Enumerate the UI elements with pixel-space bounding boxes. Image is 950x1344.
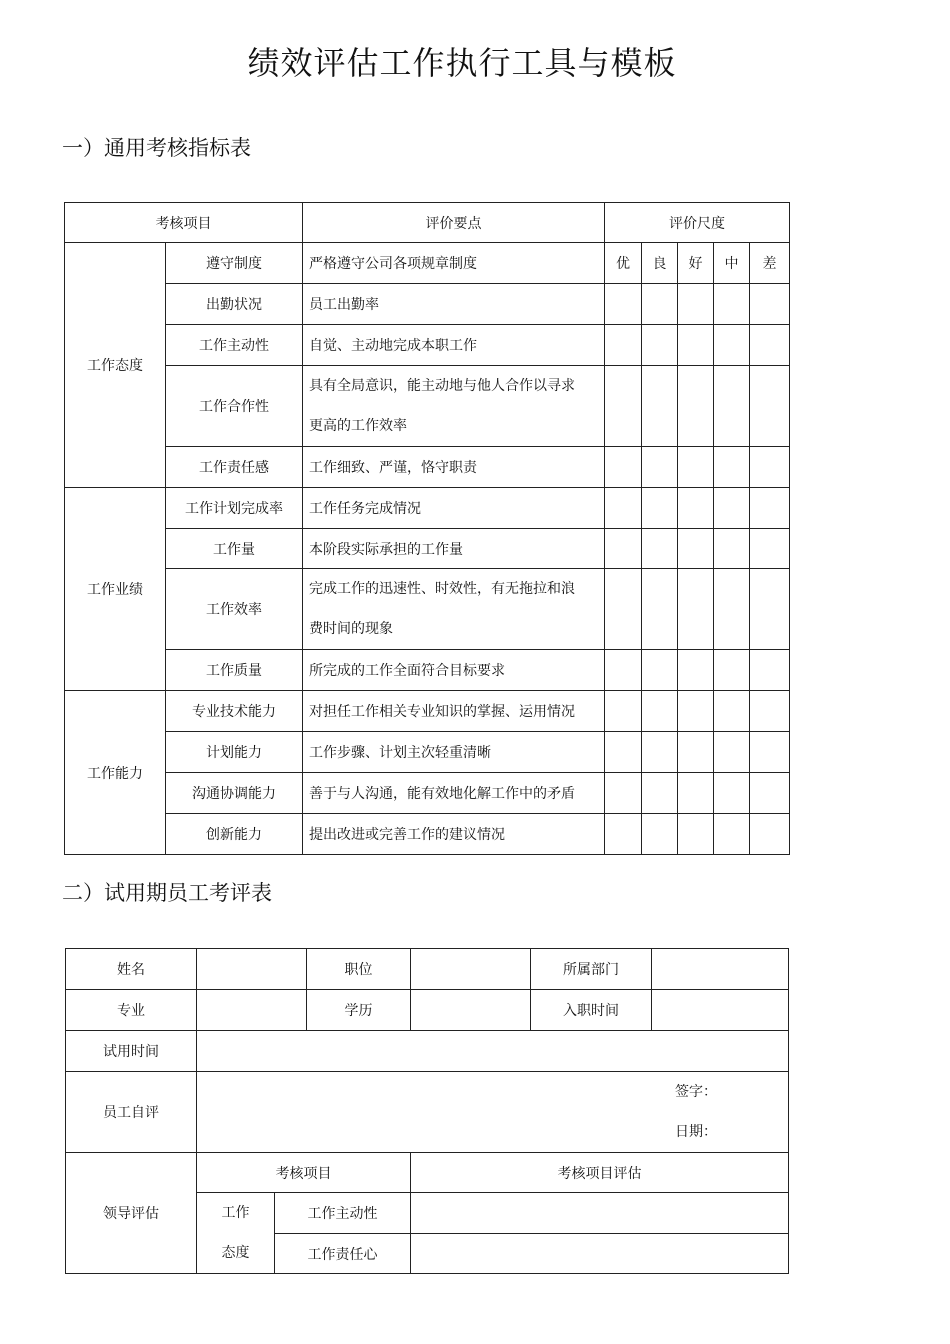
signature-label: 签字： [675,1084,717,1100]
rating-cell[interactable] [642,773,678,814]
rating-cell[interactable] [750,529,790,569]
rating-cell[interactable] [678,366,714,447]
rating-cell[interactable] [642,691,678,732]
rating-cell[interactable] [750,814,790,855]
rating-cell[interactable] [605,447,642,488]
scale-level: 中 [714,243,750,284]
table-row [65,569,790,650]
row-point: 工作步骤、计划主次轻重清晰 [303,732,605,773]
rating-cell[interactable] [714,529,750,569]
row-point: 工作任务完成情况 [303,488,605,529]
label-responsibility: 工作责任心 [275,1234,411,1274]
rating-cell[interactable] [642,488,678,529]
row-point: 工作细致、严谨，恪守职责 [303,447,605,488]
label-probation: 试用时间 [66,1031,197,1072]
table-row [65,488,790,529]
table-row [66,990,789,1031]
label-attitude [197,1193,275,1274]
rating-cell[interactable] [642,650,678,691]
table-row [65,243,790,284]
self-eval-field[interactable] [197,1072,789,1153]
hire-date-field[interactable] [652,990,789,1031]
date-label: 日期： [675,1124,717,1140]
rating-cell[interactable] [678,773,714,814]
probation-evaluation-table [65,948,789,1274]
department-field[interactable] [652,949,789,990]
row-item: 计划能力 [166,732,303,773]
table-row [65,284,790,325]
rating-cell[interactable] [642,284,678,325]
row-item: 工作合作性 [166,366,303,447]
rating-cell[interactable] [678,488,714,529]
row-item: 创新能力 [166,814,303,855]
rating-cell[interactable] [714,284,750,325]
row-point: 严格遵守公司各项规章制度 [303,243,605,284]
label-major: 专业 [66,990,197,1031]
rating-cell[interactable] [642,325,678,366]
rating-cell[interactable] [605,773,642,814]
table-row [66,949,789,990]
rating-cell[interactable] [714,325,750,366]
row-point: 本阶段实际承担的工作量 [303,529,605,569]
row-point-line: 更高的工作效率 [309,418,407,434]
rating-cell[interactable] [750,488,790,529]
row-item: 出勤状况 [166,284,303,325]
rating-cell[interactable] [714,569,750,650]
row-point [303,569,605,650]
label-attitude-line: 工作 [221,1205,250,1221]
rating-cell[interactable] [678,650,714,691]
row-point: 员工出勤率 [303,284,605,325]
header-points: 评价要点 [303,203,605,243]
rating-cell[interactable] [642,529,678,569]
scale-level: 优 [605,243,642,284]
rating-cell[interactable] [605,325,642,366]
row-item: 遵守制度 [166,243,303,284]
rating-cell[interactable] [605,569,642,650]
row-item: 工作效率 [166,569,303,650]
name-field[interactable] [197,949,307,990]
responsibility-eval-field[interactable] [411,1234,789,1274]
row-point: 自觉、主动地完成本职工作 [303,325,605,366]
rating-cell[interactable] [750,650,790,691]
general-indicators-table [64,202,790,855]
group-label: 工作能力 [65,691,166,855]
row-item: 工作计划完成率 [166,488,303,529]
rating-cell[interactable] [750,325,790,366]
scale-level: 良 [642,243,678,284]
header-item: 考核项目 [65,203,303,243]
label-hire-date: 入职时间 [531,990,652,1031]
rating-cell[interactable] [750,732,790,773]
rating-cell[interactable] [750,284,790,325]
rating-cell[interactable] [750,447,790,488]
table-row [66,1072,789,1153]
rating-cell[interactable] [605,284,642,325]
table-row [65,366,790,447]
rating-cell[interactable] [678,447,714,488]
rating-cell[interactable] [714,732,750,773]
label-position: 职位 [307,949,411,990]
row-item: 工作责任感 [166,447,303,488]
label-leader-eval: 领导评估 [66,1153,197,1274]
label-education: 学历 [307,990,411,1031]
rating-cell[interactable] [714,366,750,447]
row-point: 善于与人沟通，能有效地化解工作中的矛盾 [303,773,605,814]
rating-cell[interactable] [605,529,642,569]
rating-cell[interactable] [750,569,790,650]
initiative-eval-field[interactable] [411,1193,789,1234]
scale-level: 差 [750,243,790,284]
rating-cell[interactable] [678,814,714,855]
row-item: 专业技术能力 [166,691,303,732]
rating-cell[interactable] [678,529,714,569]
table-row [65,773,790,814]
label-self-eval: 员工自评 [66,1072,197,1153]
rating-cell[interactable] [714,691,750,732]
table-row [65,814,790,855]
rating-cell[interactable] [750,691,790,732]
rating-cell[interactable] [678,691,714,732]
rating-cell[interactable] [642,732,678,773]
group-label: 工作业绩 [65,488,166,691]
rating-cell[interactable] [642,569,678,650]
label-attitude-line: 态度 [221,1245,250,1261]
rating-cell[interactable] [714,814,750,855]
education-field[interactable] [411,990,531,1031]
rating-cell[interactable] [642,366,678,447]
section-heading-probation-evaluation: 二）试用期员工考评表 [62,881,272,905]
row-point-line: 具有全局意识，能主动地与他人合作以寻求 [309,378,575,394]
rating-cell[interactable] [605,732,642,773]
row-point-line: 完成工作的迅速性、时效性，有无拖拉和浪 [309,581,575,597]
rating-cell[interactable] [605,650,642,691]
table-header-row [65,203,790,243]
table-row [65,529,790,569]
table-row [66,1153,789,1193]
row-point: 对担任工作相关专业知识的掌握、运用情况 [303,691,605,732]
table-row [65,650,790,691]
rating-cell[interactable] [678,325,714,366]
row-item: 工作量 [166,529,303,569]
rating-cell[interactable] [678,569,714,650]
label-department: 所属部门 [531,949,652,990]
position-field[interactable] [411,949,531,990]
header-scale: 评价尺度 [605,203,790,243]
row-point [303,366,605,447]
header-eval-result: 考核项目评估 [411,1153,789,1193]
rating-cell[interactable] [642,447,678,488]
rating-cell[interactable] [714,488,750,529]
group-label: 工作态度 [65,243,166,488]
label-name: 姓名 [66,949,197,990]
row-item: 工作质量 [166,650,303,691]
rating-cell[interactable] [605,488,642,529]
row-item: 沟通协调能力 [166,773,303,814]
row-point-line: 费时间的现象 [309,621,393,637]
label-initiative: 工作主动性 [275,1193,411,1234]
rating-cell[interactable] [714,650,750,691]
rating-cell[interactable] [642,814,678,855]
scale-level: 好 [678,243,714,284]
rating-cell[interactable] [678,732,714,773]
row-item: 工作主动性 [166,325,303,366]
rating-cell[interactable] [750,773,790,814]
page-title: 绩效评估工作执行工具与模板 [247,44,677,82]
table-row [66,1031,789,1072]
rating-cell[interactable] [605,691,642,732]
rating-cell[interactable] [750,366,790,447]
rating-cell[interactable] [605,366,642,447]
major-field[interactable] [197,990,307,1031]
rating-cell[interactable] [714,773,750,814]
rating-cell[interactable] [678,284,714,325]
table-row [65,691,790,732]
rating-cell[interactable] [714,447,750,488]
section-heading-general-indicators: 一）通用考核指标表 [62,136,251,160]
table-row [65,732,790,773]
table-row [65,447,790,488]
row-point: 所完成的工作全面符合目标要求 [303,650,605,691]
row-point: 提出改进或完善工作的建议情况 [303,814,605,855]
rating-cell[interactable] [605,814,642,855]
header-eval-item: 考核项目 [197,1153,411,1193]
table-row [65,325,790,366]
probation-field[interactable] [197,1031,789,1072]
